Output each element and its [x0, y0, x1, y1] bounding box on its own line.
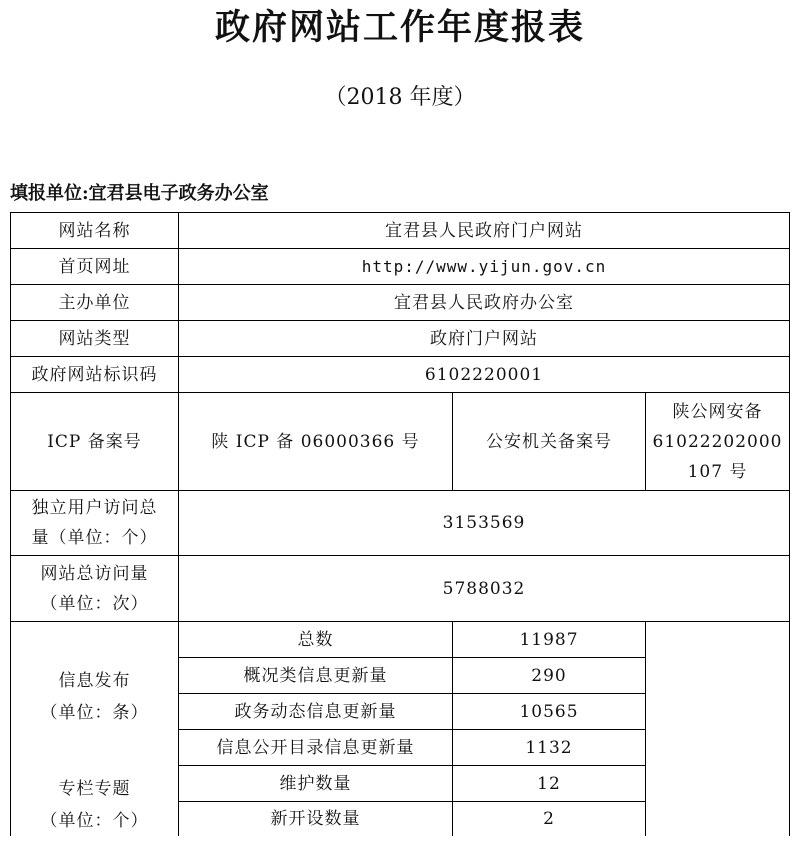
filler-unit: 填报单位:宜君县电子政务办公室: [10, 183, 269, 204]
table-row: [11, 285, 790, 321]
site-name-label: 网站名称: [11, 213, 179, 249]
host-value: 宜君县人民政府办公室: [179, 285, 790, 321]
police-value-line2: 61022202000: [652, 431, 783, 452]
column-row-value: 12: [453, 766, 646, 802]
document-year: （2018 年度）: [324, 85, 476, 110]
report-table: [10, 212, 790, 836]
homepage-value: http://www.yijun.gov.cn: [179, 249, 790, 285]
info-column-group-label: [11, 622, 179, 836]
police-value: [646, 393, 790, 491]
police-value-line1: 陕公网安备: [672, 401, 763, 422]
type-value: 政府门户网站: [179, 321, 790, 357]
column-label-line1: 专栏专题: [58, 779, 131, 799]
uv-label-line2: 量（单位：个）: [31, 528, 158, 548]
id-code-value: 6102220001: [179, 357, 790, 393]
table-row: [11, 393, 790, 491]
info-row-value: 11987: [453, 622, 646, 658]
info-row-value: 10565: [453, 694, 646, 730]
uv-value: 3153569: [179, 491, 790, 556]
info-label-line2: （单位：条）: [40, 703, 149, 723]
info-label: [11, 665, 178, 729]
host-label: 主办单位: [11, 285, 179, 321]
id-code-label: 政府网站标识码: [11, 357, 179, 393]
column-label: [11, 773, 178, 837]
table-row: [11, 357, 790, 393]
site-name-value: 宜君县人民政府门户网站: [179, 213, 790, 249]
table-row: [11, 213, 790, 249]
info-row-value: 1132: [453, 730, 646, 766]
info-row-label: 总数: [179, 622, 453, 658]
document-title: 政府网站工作年度报表: [214, 8, 585, 48]
homepage-label: 首页网址: [11, 249, 179, 285]
uv-label-line1: 独立用户访问总: [31, 498, 158, 518]
column-row-label: 维护数量: [179, 766, 453, 802]
icp-value: 陕 ICP 备 06000366 号: [179, 393, 453, 491]
pv-label: [11, 556, 179, 622]
pv-label-line2: （单位：次）: [40, 593, 149, 614]
pv-label-line1: 网站总访问量: [40, 563, 149, 584]
table-row: [11, 249, 790, 285]
police-label: 公安机关备案号: [453, 393, 646, 491]
column-label-line2: （单位：个）: [40, 811, 149, 831]
type-label: 网站类型: [11, 321, 179, 357]
table-row: [11, 491, 790, 556]
info-row-label: 概况类信息更新量: [179, 658, 453, 694]
icp-label: ICP 备案号: [11, 393, 179, 491]
info-row-label: 信息公开目录信息更新量: [179, 730, 453, 766]
uv-label: [11, 491, 179, 556]
police-value-line3: 107 号: [687, 461, 748, 482]
column-row-label: 新开设数量: [179, 802, 453, 836]
column-row-value: 2: [453, 802, 646, 836]
pv-value: 5788032: [179, 556, 790, 622]
info-row-value: 290: [453, 658, 646, 694]
table-row: [11, 556, 790, 622]
info-row-label: 政务动态信息更新量: [179, 694, 453, 730]
blank-cell: [646, 622, 790, 836]
info-label-line1: 信息发布: [58, 671, 131, 691]
table-row: [11, 321, 790, 357]
table-row: [11, 622, 790, 658]
